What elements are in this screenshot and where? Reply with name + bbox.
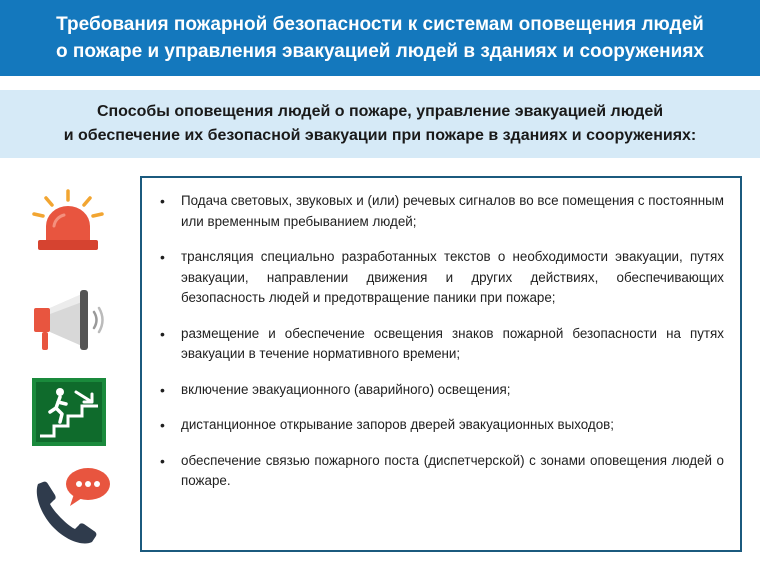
list-item: • включение эвакуационного (аварийного) освещения; [158, 380, 724, 401]
list-item: • трансляция специально разработанных текстов о необходимости эвакуации, путях эвакуации, направлении движения и других действиях, обеспечивающих безопасность людей и предотвращение паники при пожаре; [158, 247, 724, 309]
page-header [0, 0, 760, 76]
list-item: • дистанционное открывание запоров дверей эвакуационных выходов; [158, 415, 724, 436]
subheader-line-2: и обеспечение их безопасной эвакуации при пожаре в зданиях и сооружениях: [63, 127, 697, 144]
siren-icon [30, 188, 106, 256]
section-subheader [0, 90, 760, 158]
phone-chat-icon [30, 464, 114, 548]
list-item: • обеспечение связью пожарного поста (диспетчерской) с зонами оповещения людей о пожаре. [158, 451, 724, 492]
megaphone-icon [30, 288, 110, 356]
requirements-list [158, 191, 724, 492]
header-line-1: Требования пожарной безопасности к системам оповещения людей [56, 14, 704, 35]
list-item: • размещение и обеспечение освещения знаков пожарной безопасности на путях эвакуации в течение нормативного времени; [158, 324, 724, 365]
header-line-2: о пожаре и управления эвакуацией людей в зданиях и сооружениях [56, 41, 704, 62]
list-item: • Подача световых, звуковых и (или) речевых сигналов во все помещения с постоянным или временным пребыванием людей; [158, 191, 724, 232]
emergency-exit-icon [32, 378, 106, 446]
requirements-panel [140, 176, 742, 552]
subheader-line-1: Способы оповещения людей о пожаре, управление эвакуацией людей [96, 103, 664, 120]
